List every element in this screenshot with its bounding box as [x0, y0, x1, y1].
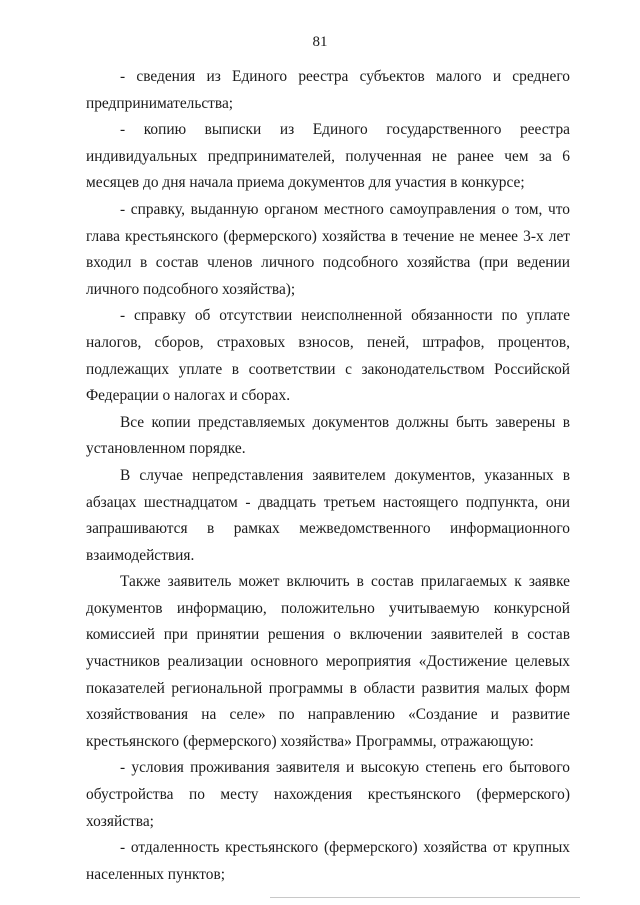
paragraph-6: В случае непредставления заявителем документов, указанных в абзацах шестнадцатом - двадцать третьем настоящего подпункта, они запрашиваются в рамках межведомственного информационного взаимодействия. [86, 466, 570, 564]
paragraph-5: Все копии представляемых документов должны быть заверены в установленном порядке. [86, 413, 570, 458]
paragraph-4: - справку об отсутствии неисполненной обязанности по уплате налогов, сборов, страховых взносов, пеней, штрафов, процентов, подлежащих уплате в соответствии с законодательством Российской Федерации о налогах и сборах. [86, 307, 570, 405]
paragraph-7: Также заявитель может включить в состав прилагаемых к заявке документов информацию, положительно учитываемую конкурсной комиссией при принятии решения о включении заявителей в состав участников реализации основного мероприятия «Достижение целевых показателей региональной программы в области развития малых форм хозяйствования на селе» по направлению «Создание и развитие крестьянского (фермерского) хозяйства» Программы, отражающую: [86, 573, 570, 750]
paragraph-8: - условия проживания заявителя и высокую степень его бытового обустройства по месту нахождения крестьянского (фермерского) хозяйства; [86, 759, 570, 830]
page-number: 81 [312, 34, 328, 50]
scan-edge-line [270, 897, 580, 898]
paragraph-3: - справку, выданную органом местного самоуправления о том, что глава крестьянского (фермерского) хозяйства в течение не менее 3-х лет входил в состав членов личного подсобного хозяйства (при ведении личного подсобного хозяйства); [86, 200, 570, 298]
paragraph-1: - сведения из Единого реестра субъектов малого и среднего предпринимательства; [86, 68, 570, 112]
paragraph-9: - отдаленность крестьянского (фермерского) хозяйства от крупных населенных пунктов; [86, 839, 570, 883]
document-body [86, 64, 570, 888]
paragraph-2: - копию выписки из Единого государственного реестра индивидуальных предпринимателей, полученная не ранее чем за 6 месяцев до дня начала приема документов для участия в конкурсе; [86, 121, 570, 192]
